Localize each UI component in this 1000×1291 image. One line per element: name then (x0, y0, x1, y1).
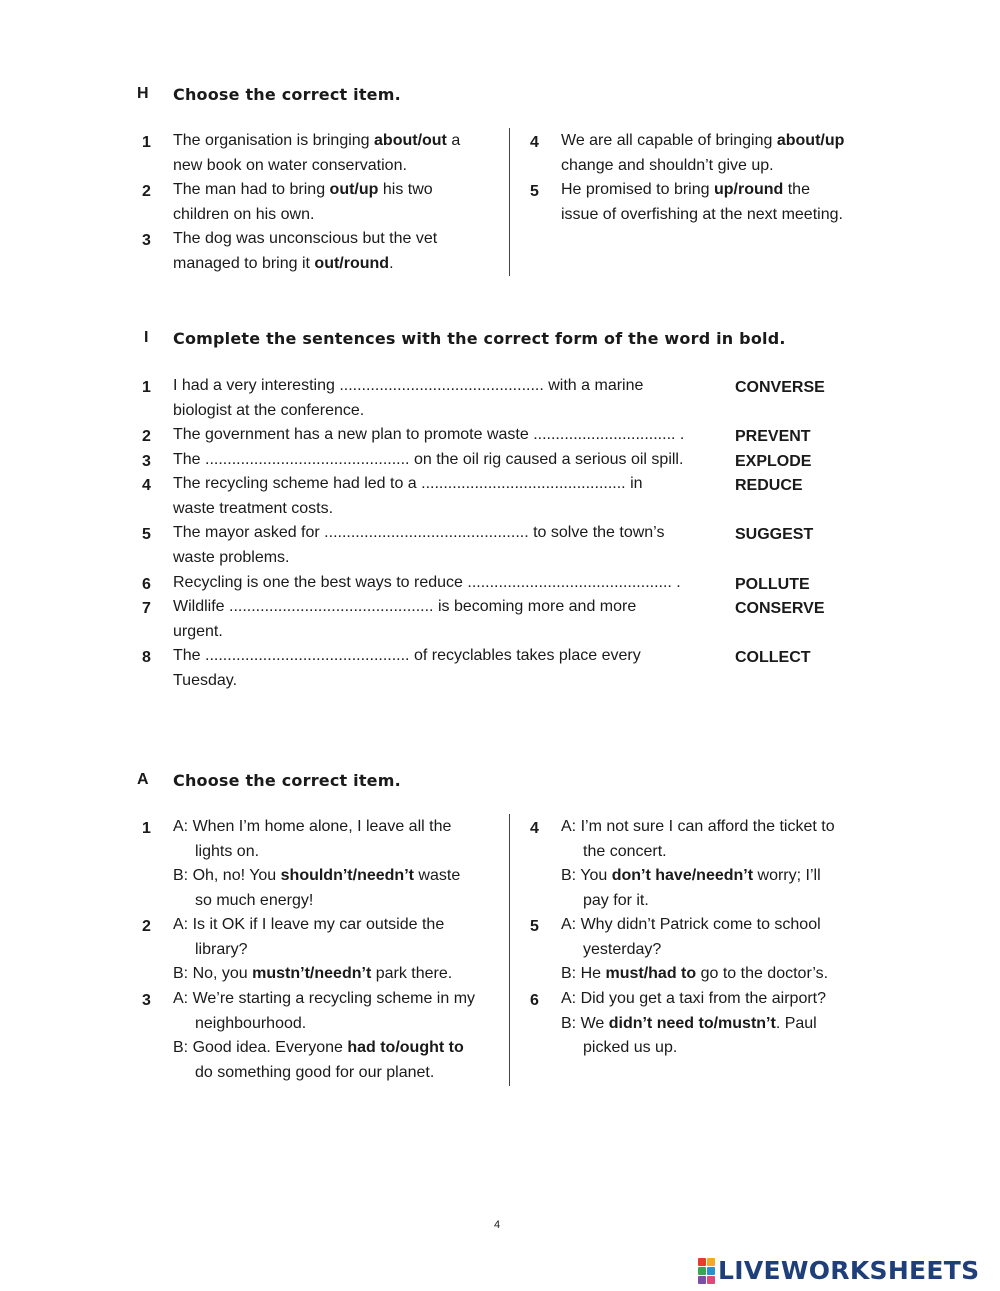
h-item-5-choice[interactable]: up/round (713, 181, 784, 198)
i-item-6[interactable]: Recycling is one the best ways to reduce .............................................. . (173, 574, 681, 591)
a-item-1-number: 1 (142, 820, 151, 837)
h-item-3-number: 3 (142, 232, 151, 249)
i-item-5[interactable]: The mayor asked for .............................................. to solve the town’s waste problems. (173, 524, 665, 566)
a-item-3-choice[interactable]: had to/ought to (347, 1039, 464, 1056)
h-item-5-number: 5 (530, 183, 539, 200)
a-item-4: A: I’m not sure I can afford the ticket to the concert. B: You don’t have/needn’t worry; I’ll pay for it. (561, 818, 835, 909)
a-item-3: A: We’re starting a recycling scheme in my neighbourhood. B: Good idea. Everyone had to/ought to do something good for our planet. (173, 990, 476, 1081)
i-item-6-word: POLLUTE (735, 576, 810, 593)
h-item-3-choice[interactable]: out/round (314, 254, 390, 272)
a-item-6-number: 6 (530, 992, 539, 1009)
a-item-2-number: 2 (142, 918, 151, 935)
i-item-1-number: 1 (142, 379, 151, 396)
liveworksheets-logo[interactable] (698, 1256, 979, 1285)
a-item-5-choice[interactable]: must/had to (605, 965, 697, 982)
column-divider-a (509, 814, 510, 1086)
section-i-title: Complete the sentences with the correct form of the word in bold. (173, 329, 786, 348)
i-item-3[interactable]: The .............................................. on the oil rig caused a serious oil spill. (173, 451, 684, 468)
logo-text: LIVEWORKSHEETS (718, 1256, 980, 1285)
h-item-4: We are all capable of bringing about/up change and shouldn’t give up. (561, 132, 845, 174)
a-item-6-choice[interactable]: didn’t need to/mustn’t (608, 1014, 776, 1032)
h-item-2: The man had to bring out/up his two children on his own. (173, 181, 433, 223)
h-item-3: The dog was unconscious but the vet managed to bring it out/round. (173, 230, 438, 272)
a-item-5: A: Why didn’t Patrick come to school yesterday? B: He must/had to go to the doctor’s. (561, 916, 829, 982)
liveworksheets-logo-icon (698, 1258, 715, 1284)
a-item-2-choice[interactable]: mustn’t/needn’t (252, 965, 372, 982)
i-item-1[interactable]: I had a very interesting .............................................. with a marine biologist at the conference. (173, 377, 644, 419)
i-item-8[interactable]: The .............................................. of recyclables takes place every Tuesday. (173, 647, 641, 689)
i-item-7[interactable]: Wildlife .............................................. is becoming more and more urgent. (173, 598, 637, 640)
section-h-title: Choose the correct item. (173, 85, 401, 104)
column-divider (509, 128, 510, 276)
i-item-6-number: 6 (142, 576, 151, 593)
page-number: 4 (494, 1219, 501, 1231)
a-item-1-choice[interactable]: shouldn’t/needn’t (280, 867, 414, 884)
i-item-2-number: 2 (142, 428, 151, 445)
a-item-5-number: 5 (530, 918, 539, 935)
section-a-letter: A (137, 771, 149, 788)
h-item-1-choice[interactable]: about/out (374, 132, 447, 149)
i-item-4[interactable]: The recycling scheme had led to a .............................................. in waste treatment costs. (173, 475, 643, 517)
h-item-2-choice[interactable]: out/up (329, 181, 379, 198)
i-item-5-word: SUGGEST (735, 526, 814, 543)
a-item-6: A: Did you get a taxi from the airport? B: We didn’t need to/mustn’t. Paul picked us up. (561, 990, 827, 1056)
h-item-4-number: 4 (530, 134, 539, 151)
a-item-2: A: Is it OK if I leave my car outside the library? B: No, you mustn’t/needn’t park there. (173, 916, 453, 982)
h-item-1-number: 1 (142, 134, 151, 151)
i-item-8-word: COLLECT (735, 649, 811, 666)
a-item-3-number: 3 (142, 992, 151, 1009)
section-h-letter: H (137, 85, 149, 102)
i-item-7-number: 7 (142, 600, 151, 617)
i-item-8-number: 8 (142, 649, 151, 666)
i-item-1-word: CONVERSE (735, 379, 825, 396)
a-item-4-number: 4 (530, 820, 539, 837)
h-item-1: The organisation is bringing about/out a new book on water conservation. (173, 132, 461, 174)
a-item-4-choice[interactable]: don’t have/needn’t (611, 867, 754, 884)
i-item-4-number: 4 (142, 477, 151, 494)
h-item-5: He promised to bring up/round the issue of overfishing at the next meeting. (561, 181, 843, 223)
i-item-7-word: CONSERVE (735, 600, 825, 617)
i-item-3-word: EXPLODE (735, 453, 812, 470)
section-i-letter: I (144, 329, 149, 346)
i-item-3-number: 3 (142, 453, 151, 470)
i-item-4-word: REDUCE (735, 477, 803, 494)
h-item-4-choice[interactable]: about/up (776, 132, 845, 149)
i-item-5-number: 5 (142, 526, 151, 543)
h-item-2-number: 2 (142, 183, 151, 200)
section-a-title: Choose the correct item. (173, 771, 401, 790)
i-item-2-word: PREVENT (735, 428, 811, 445)
a-item-1: A: When I’m home alone, I leave all the lights on. B: Oh, no! You shouldn’t/needn’t waste so much energy! (173, 818, 461, 909)
i-item-2[interactable]: The government has a new plan to promote waste ................................ . (173, 426, 685, 443)
